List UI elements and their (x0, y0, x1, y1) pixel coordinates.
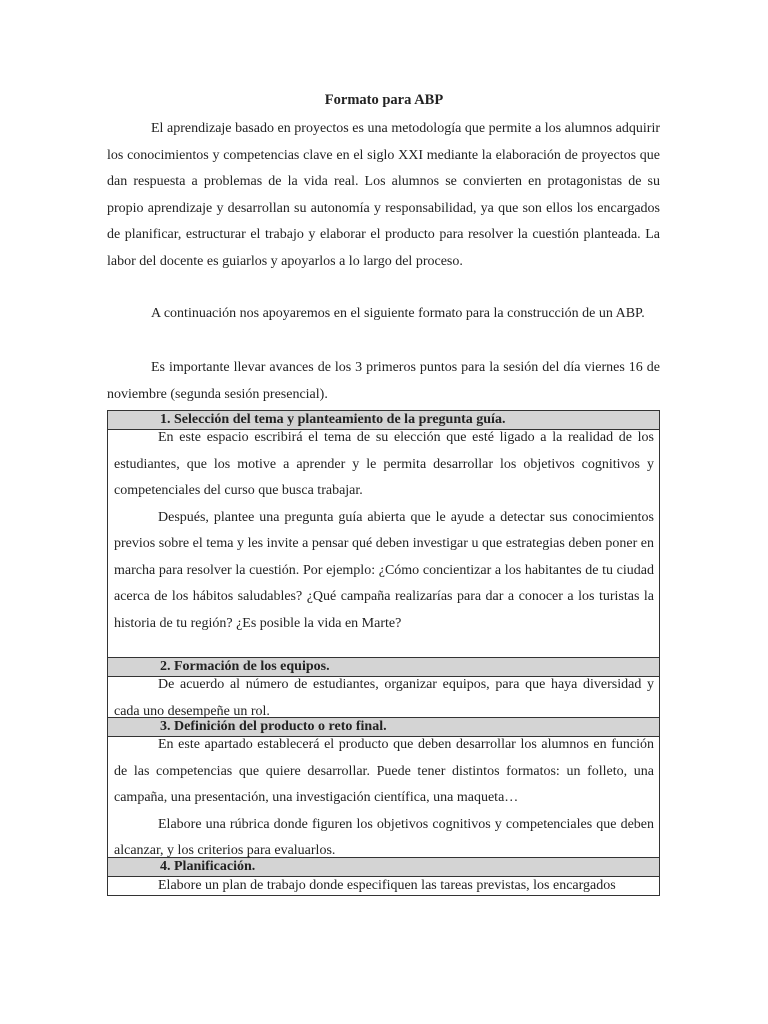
section-header-topic: 1. Selección del tema y planteamiento de la pregunta guía. (108, 411, 659, 430)
section-body-product (108, 732, 659, 858)
section-body-teams (108, 672, 659, 718)
section-paragraph: De acuerdo al número de estudiantes, organizar equipos, para que haya diversidad y cada uno desempeñe un rol. (114, 677, 654, 719)
section-body-planning (108, 877, 659, 895)
section-body-topic (108, 425, 659, 658)
section-paragraph: Elabore un plan de trabajo donde especifiquen las tareas previstas, los encargados (158, 878, 616, 893)
section-header-teams: 2. Formación de los equipos. (108, 658, 659, 677)
intro-paragraph: A continuación nos apoyaremos en el siguiente formato para la construcción de un ABP. (151, 306, 645, 321)
intro-paragraph: Es importante llevar avances de los 3 primeros puntos para la sesión del día viernes 16 de noviembre (segunda sesión presencial). (107, 360, 660, 402)
abp-format-table (107, 410, 660, 896)
section-header-product: 3. Definición del producto o reto final. (108, 718, 659, 737)
section-header-planning: 4. Planificación. (108, 858, 659, 877)
section-paragraph: Después, plantee una pregunta guía abierta que le ayude a detectar sus conocimientos previos sobre el tema y les invite a pensar qué deben investigar u que estrategias deben poner en marcha para resolver la cuestión. Por ejemplo: ¿Cómo concientizar a los habitantes de tu ciudad acerca de los hábitos saludables? ¿Qué campaña realizarías para dar a conocer a los turistas la historia de tu región? ¿Es posible la vida en Marte? (114, 509, 654, 631)
document-title: Formato para ABP (324, 92, 444, 108)
section-paragraph: Elabore una rúbrica donde figuren los objetivos cognitivos y competenciales que deben alcanzar, y los criterios para evaluarlos. (114, 816, 654, 858)
intro-paragraph: El aprendizaje basado en proyectos es una metodología que permite a los alumnos adquirir los conocimientos y competencias clave en el siglo XXI mediante la elaboración de proyectos que dan respuesta a problemas de la vida real. Los alumnos se convierten en protagonistas de su propio aprendizaje y desarrollan su autonomía y responsabilidad, ya que son ellos los encargados de planificar, estructurar el trabajo y elaborar el producto para resolver la cuestión planteada. La labor del docente es guiarlos y apoyarlos a lo largo del proceso. (107, 121, 660, 269)
section-paragraph: En este apartado establecerá el producto que deben desarrollar los alumnos en función de las competencias que quiere desarrollar. Puede tener distintos formatos: un folleto, una campaña, una presentación, una investigación científica, una maqueta… (114, 737, 654, 805)
section-paragraph: En este espacio escribirá el tema de su elección que esté ligado a la realidad de los estudiantes, que los motive a aprender y le permita desarrollar los objetivos cognitivos y competenciales del curso que busca trabajar. (114, 430, 654, 498)
